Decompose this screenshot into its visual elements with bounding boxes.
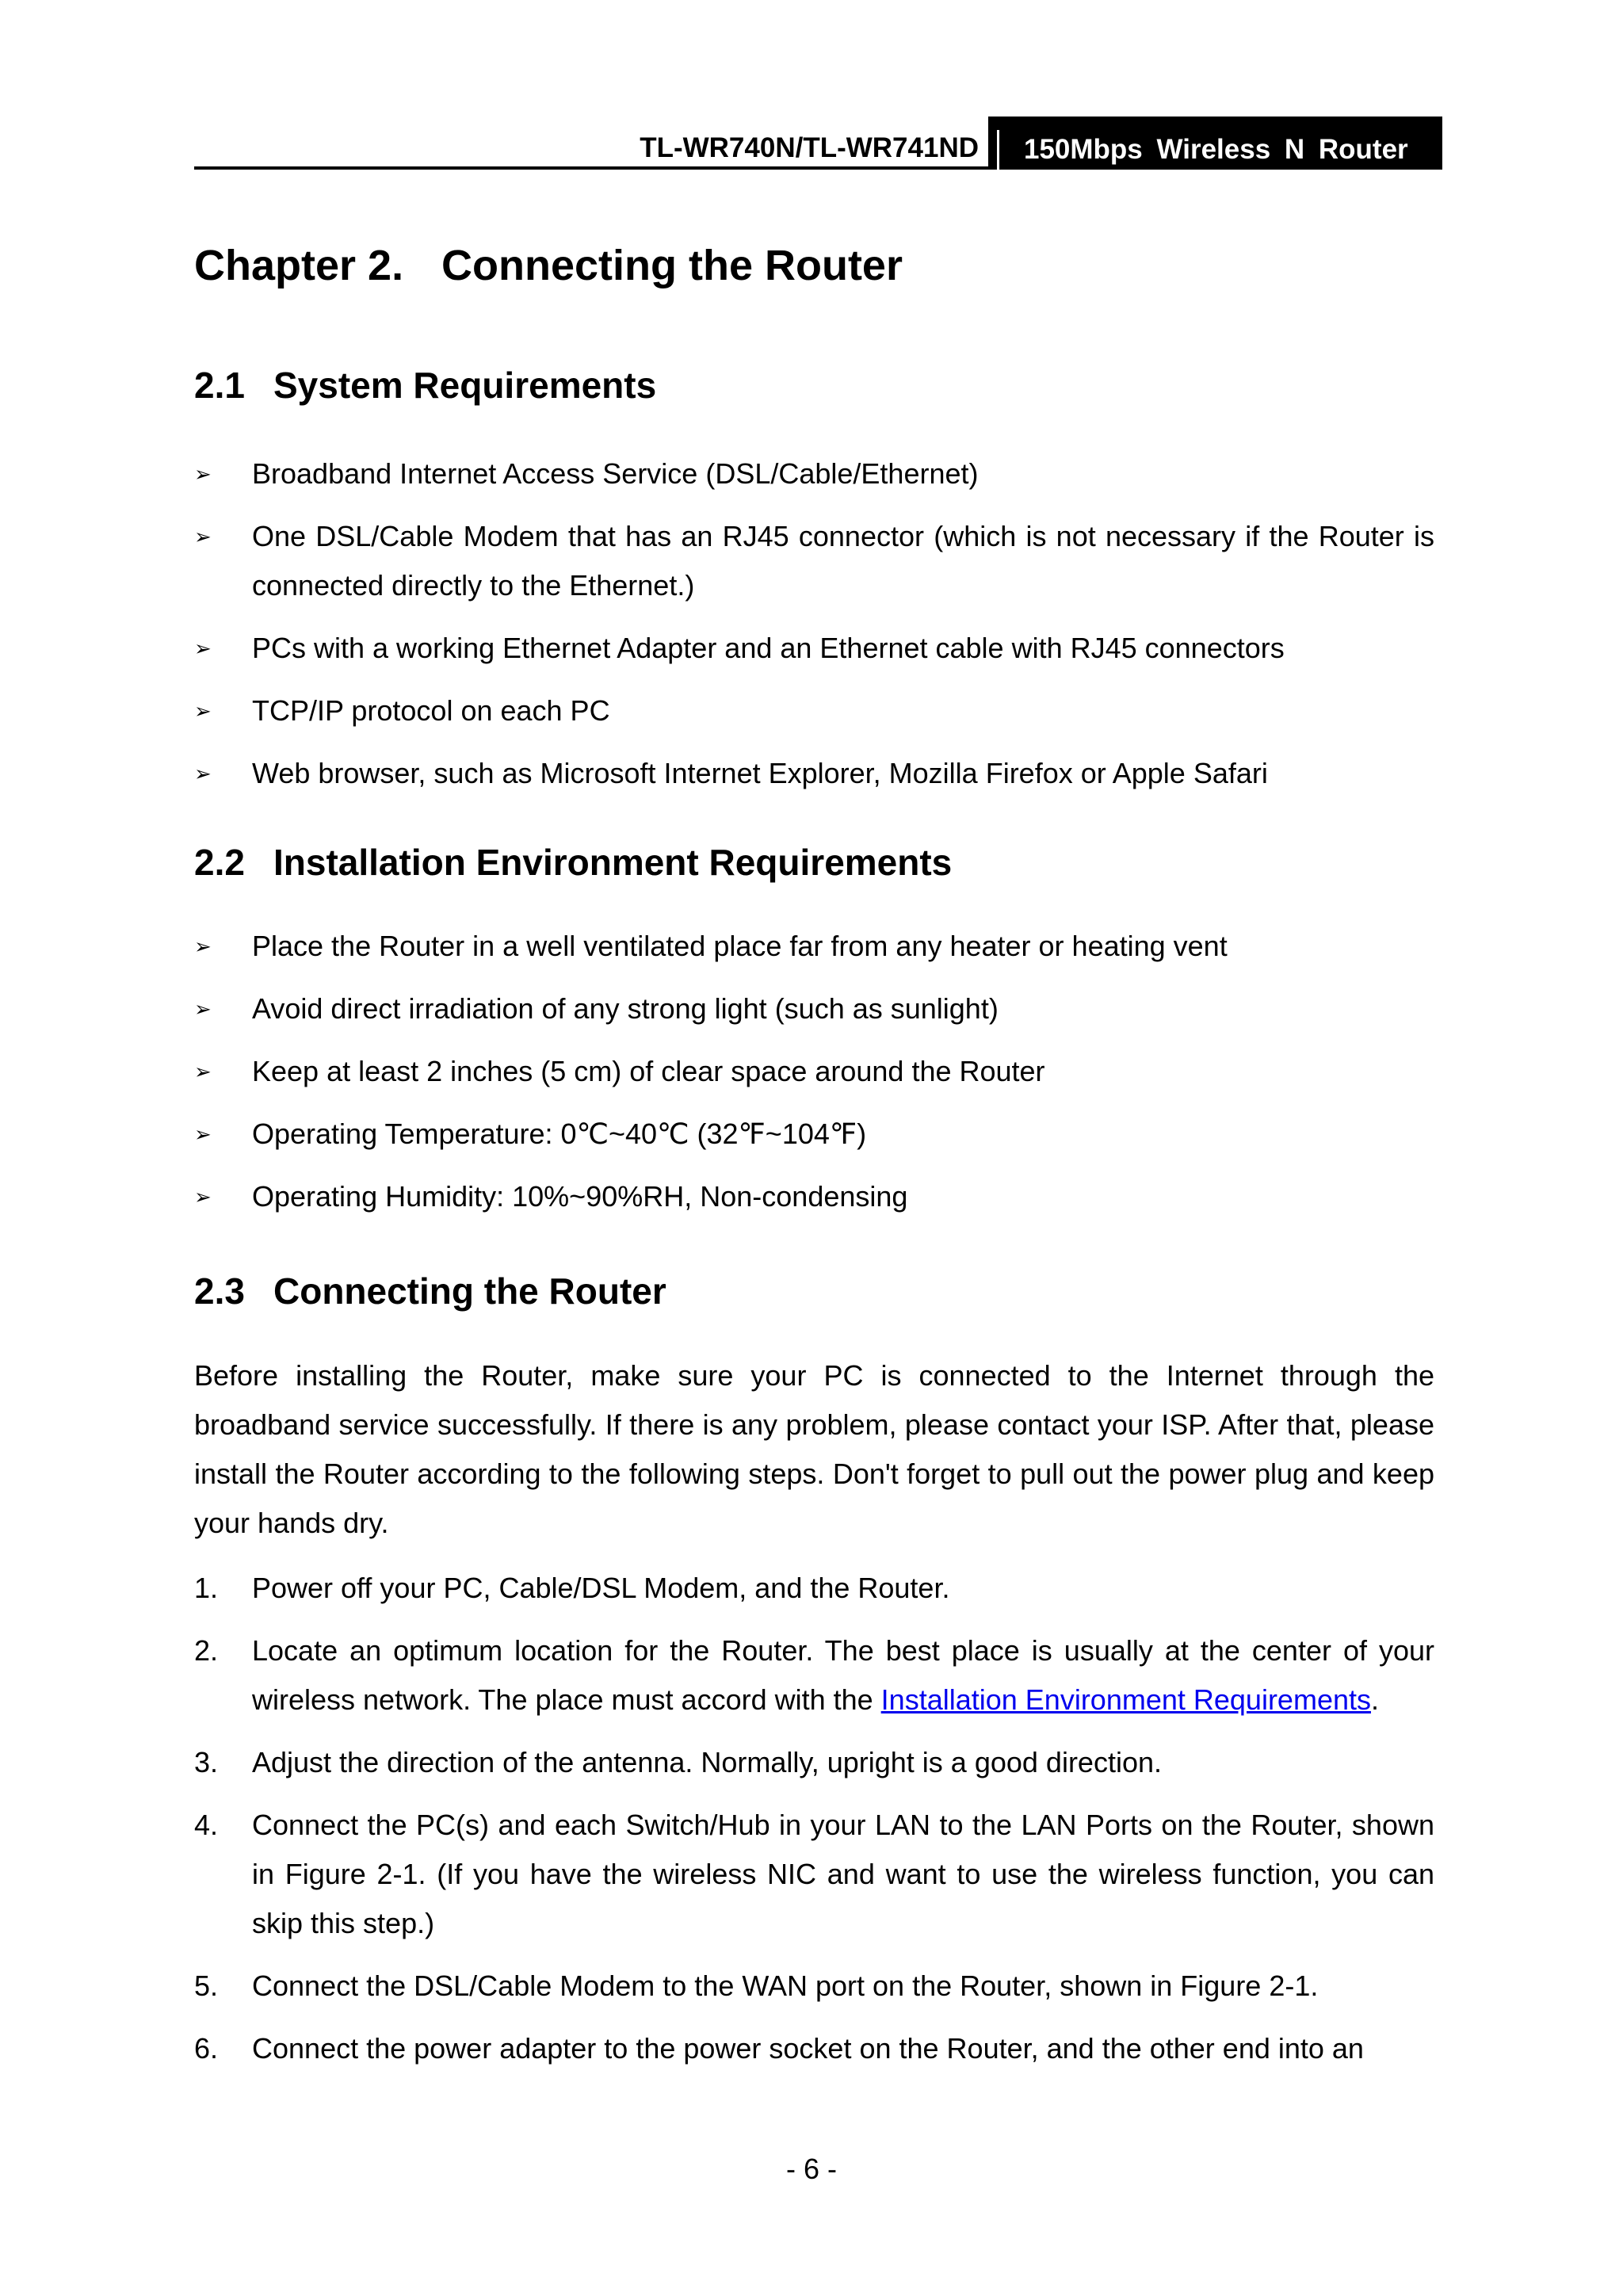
section-heading-2-1 (194, 363, 656, 407)
list-item (194, 624, 1434, 673)
step-number: 2. (194, 1634, 219, 1667)
chapter-title (194, 239, 903, 292)
list-item (194, 922, 1434, 971)
section-number: 2.1 (194, 365, 245, 406)
list-item-text: Operating Temperature: 0℃~40℃ (32℉~104℉) (252, 1117, 867, 1150)
section-title: Connecting the Router (273, 1270, 666, 1312)
installation-environment-list (194, 922, 1434, 1235)
step-text: Connect the DSL/Cable Modem to the WAN port on the Router, shown in Figure 2-1. (252, 1969, 1319, 2002)
step-number: 1. (194, 1572, 219, 1604)
step-item (194, 1962, 1434, 2011)
section-heading-2-3 (194, 1269, 666, 1313)
header-model-name: TL-WR740N/TL-WR741ND (640, 132, 979, 163)
bullet-arrow-icon: ➢ (194, 636, 212, 660)
list-item-text: Broadband Internet Access Service (DSL/Cable/Ethernet) (252, 457, 979, 490)
step-item (194, 1738, 1434, 1787)
section-heading-2-2 (194, 840, 952, 884)
list-item-text: Place the Router in a well ventilated place far from any heater or heating vent (252, 930, 1228, 962)
step-text: Adjust the direction of the antenna. Normally, upright is a good direction. (252, 1746, 1162, 1778)
section-number: 2.2 (194, 842, 245, 883)
step-number: 4. (194, 1809, 219, 1841)
step-item (194, 2024, 1434, 2073)
bullet-arrow-icon: ➢ (194, 1060, 212, 1083)
list-item (194, 512, 1434, 610)
step-number: 3. (194, 1746, 219, 1778)
list-item-text: Web browser, such as Microsoft Internet Explorer, Mozilla Firefox or Apple Safari (252, 757, 1268, 789)
step-text: Locate an optimum location for the Router. The best place is usually at the center of your wireless network. The place must accord with the (252, 1634, 1434, 1716)
step-text: Connect the power adapter to the power socket on the Router, and the other end into an (252, 2032, 1364, 2065)
step-text-end: . (1370, 1683, 1379, 1716)
bullet-arrow-icon: ➢ (194, 462, 212, 486)
page-number: - 6 - (785, 2153, 837, 2185)
list-item-text: Avoid direct irradiation of any strong light (such as sunlight) (252, 992, 999, 1025)
step-text: Connect the PC(s) and each Switch/Hub in your LAN to the LAN Ports on the Router, shown in Figure 2-1. (If you have the wireless NIC and want to use the wireless function, you can skip this step.) (252, 1809, 1434, 1939)
chapter-number: Chapter 2. (194, 242, 404, 289)
bullet-arrow-icon: ➢ (194, 525, 212, 548)
bullet-arrow-icon: ➢ (194, 1122, 212, 1146)
step-item (194, 1801, 1434, 1948)
list-item (194, 686, 1434, 735)
bullet-arrow-icon: ➢ (194, 762, 212, 785)
list-item (194, 449, 1434, 499)
list-item-text: Keep at least 2 inches (5 cm) of clear space around the Router (252, 1055, 1045, 1087)
header-box-divider (997, 130, 999, 170)
section-title: System Requirements (273, 365, 657, 406)
step-text: Power off your PC, Cable/DSL Modem, and the Router. (252, 1572, 950, 1604)
chapter-title-text: Connecting the Router (441, 242, 903, 289)
step-number: 6. (194, 2032, 219, 2065)
installation-environment-requirements-link[interactable]: Installation Environment Requirements (880, 1683, 1371, 1716)
list-item-text: TCP/IP protocol on each PC (252, 694, 610, 727)
bullet-arrow-icon: ➢ (194, 934, 212, 958)
system-requirements-list (194, 449, 1434, 812)
header-product-name: 150Mbps Wireless N Router (1024, 134, 1408, 165)
bullet-arrow-icon: ➢ (194, 1185, 212, 1209)
section-title: Installation Environment Requirements (273, 842, 953, 883)
list-item (194, 749, 1434, 798)
list-item-text: Operating Humidity: 10%~90%RH, Non-condensing (252, 1180, 908, 1213)
step-number: 5. (194, 1969, 219, 2002)
list-item (194, 1047, 1434, 1096)
bullet-arrow-icon: ➢ (194, 699, 212, 723)
step-item (194, 1626, 1434, 1725)
list-item-text: PCs with a working Ethernet Adapter and an Ethernet cable with RJ45 connectors (252, 632, 1285, 664)
step-item (194, 1564, 1434, 1613)
bullet-arrow-icon: ➢ (194, 997, 212, 1021)
list-item (194, 1110, 1434, 1159)
list-item (194, 1172, 1434, 1221)
installation-steps-list (194, 1564, 1434, 2087)
section-number: 2.3 (194, 1270, 245, 1312)
list-item (194, 984, 1434, 1033)
intro-paragraph: Before installing the Router, make sure your PC is connected to the Internet through the broadband service successfully. If there is any problem, please contact your ISP. After that, please install the Router according to the following steps. Don't forget to pull out the power plug and keep your hands dry. (194, 1359, 1434, 1539)
list-item-text: One DSL/Cable Modem that has an RJ45 connector (which is not necessary if the Router is connected directly to the Ethernet.) (252, 520, 1434, 602)
